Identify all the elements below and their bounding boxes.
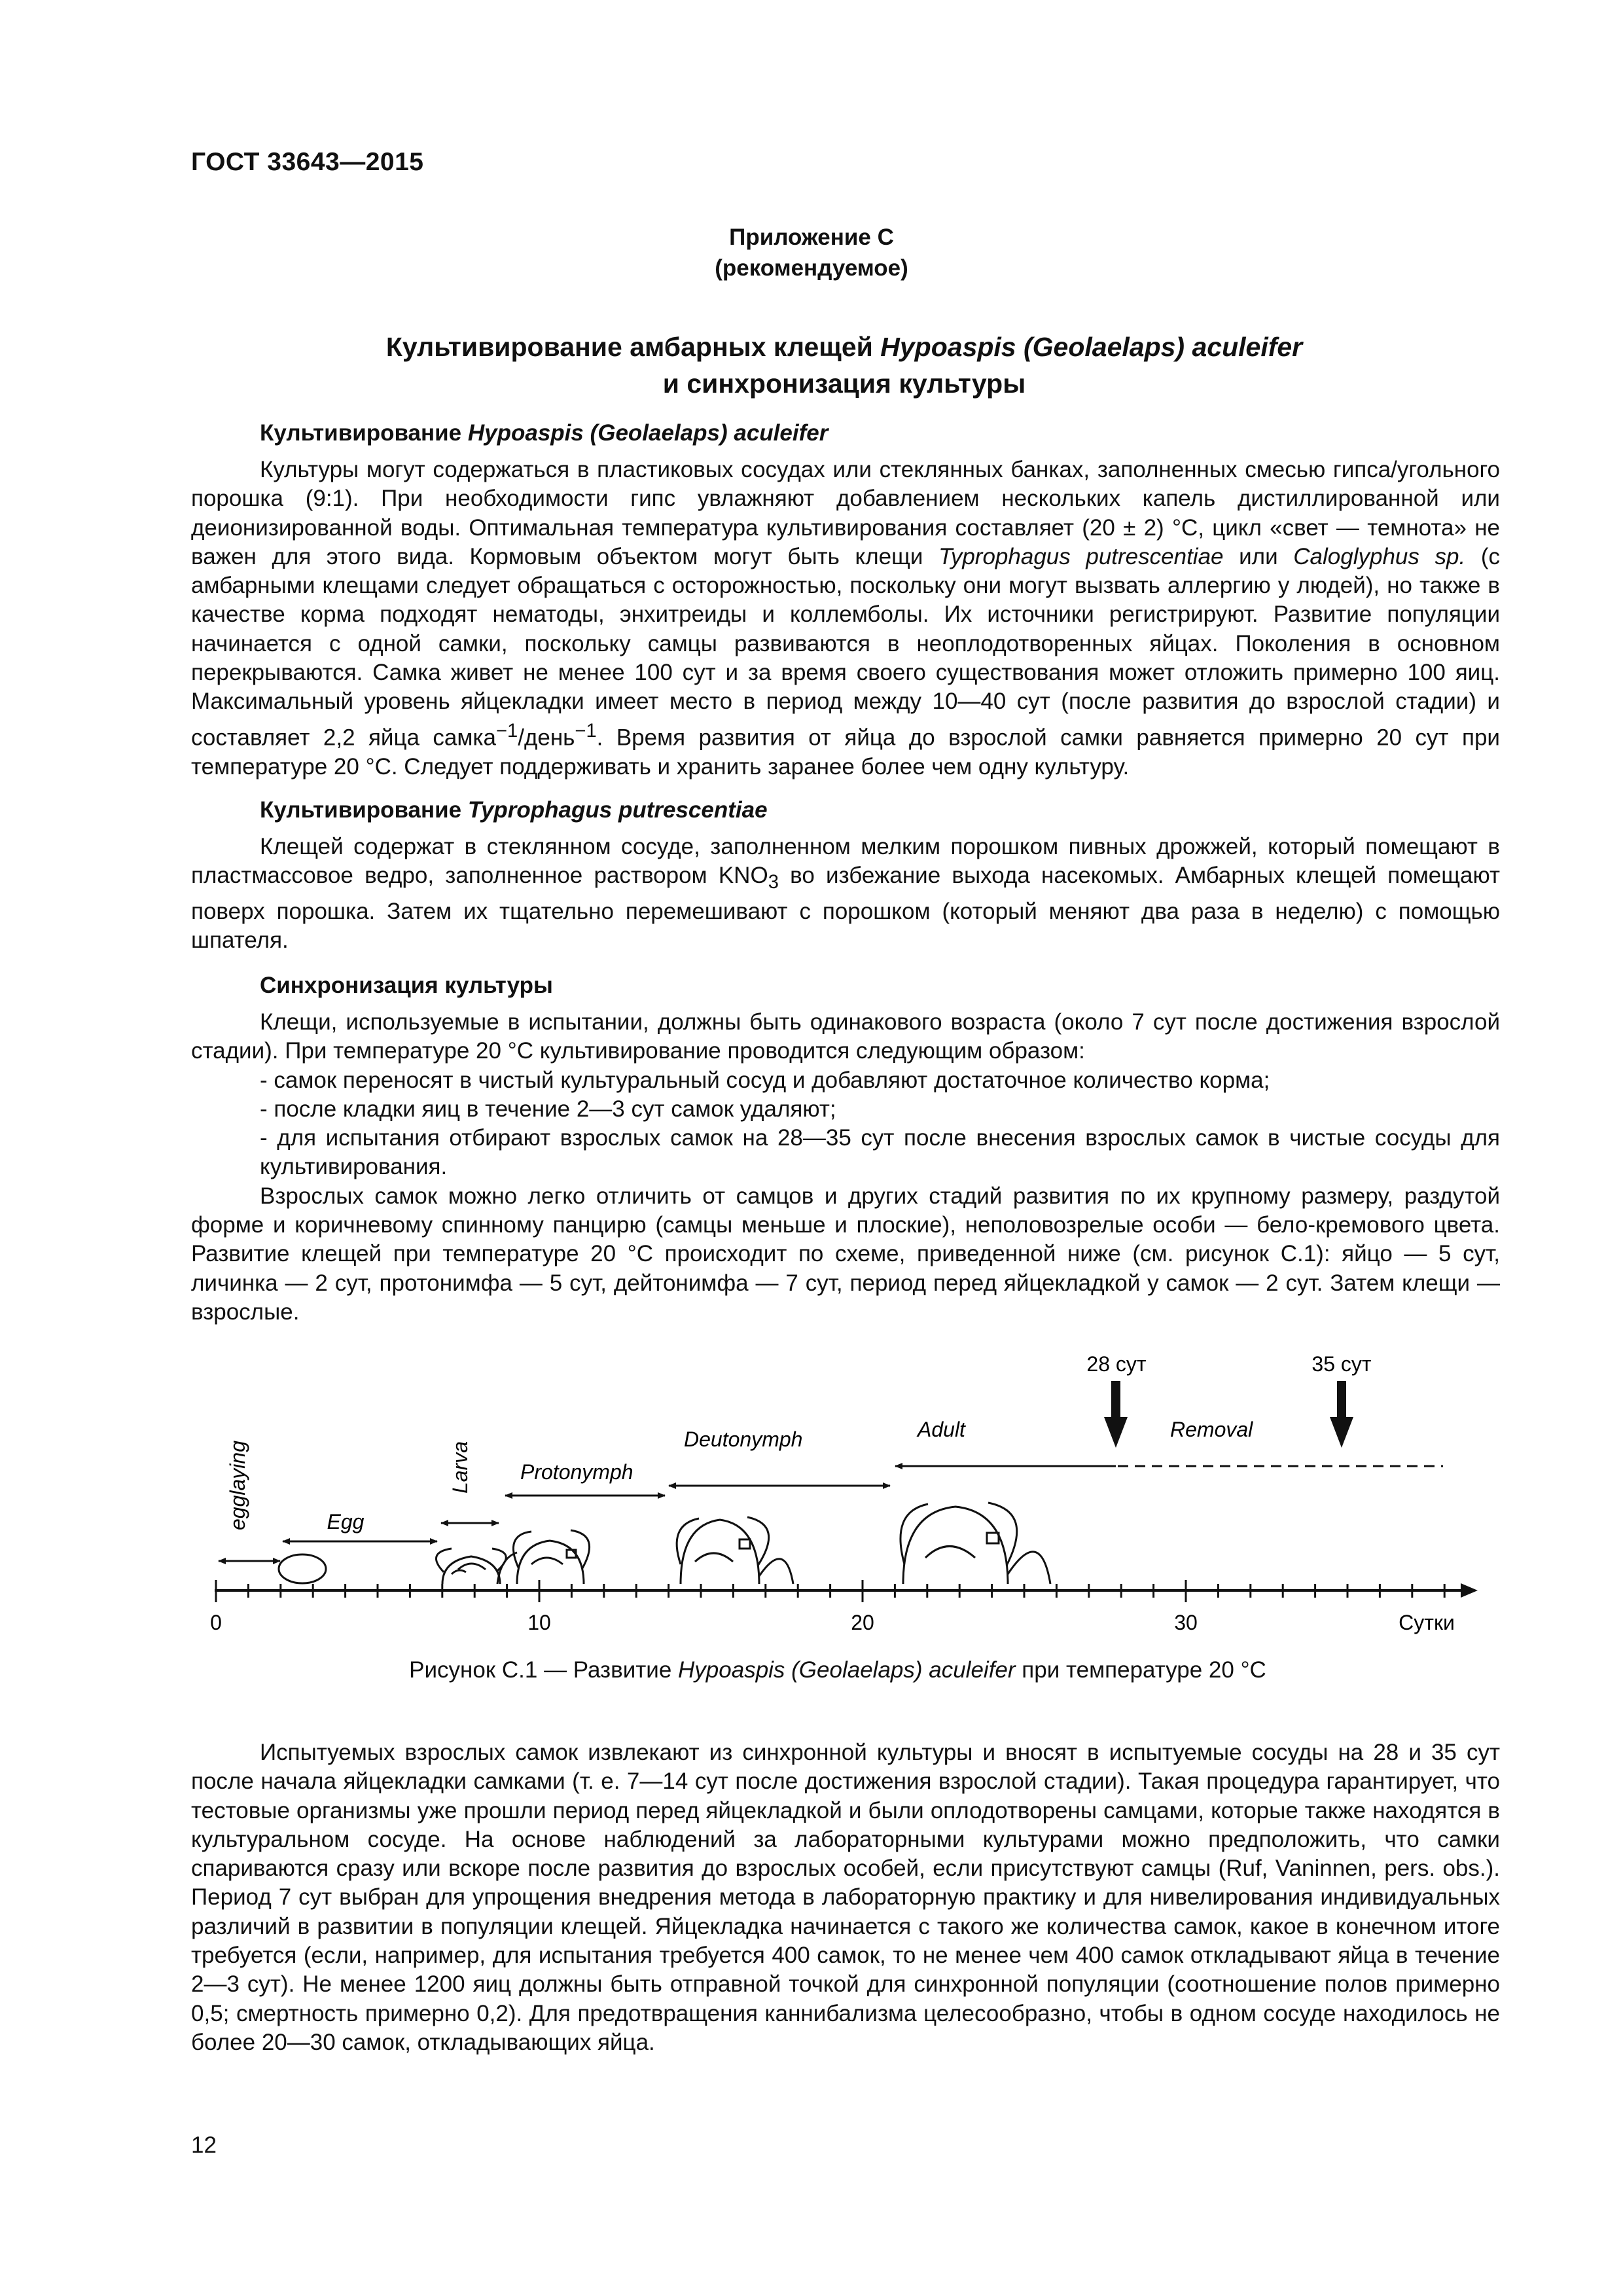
text-run: (с амбарными клещами следует обращаться с осторожностью, поскольку они могут вызвать аллергию у людей), но также в качестве корма подходят нематоды, энхитреиды и коллемболы. Их источники регистрируют. Развитие популяции начинается с одной самки, поскольку самцы развиваются в неоплодотворенных яйцах. Поколения в основном перекрываются. Самка живет не менее 100 сут и за время своего существования может отложить примерно 100 яиц. Максимальный уровень яйцекладки имеет место в период между 10—40 сут (после развития до взрослой стадии) и составляет 2,2 яйца самка [191, 543, 1500, 751]
egglaying-label: egglaying [226, 1441, 249, 1530]
heading-species: Typrophagus putrescentiae [467, 797, 768, 823]
marker-28-arrowhead [1104, 1417, 1128, 1448]
text-run: Клещи, используемые в испытании, должны быть одинакового возраста (около 7 сут после достижения взрослой стадии). При температуре 20 °С культивирование проводится следующим образом: [191, 1009, 1500, 1064]
marker-35-arrow-shaft [1337, 1381, 1346, 1419]
text-run: /день [518, 725, 575, 751]
page-title [0, 329, 1623, 365]
deutonymph-mite-icon [677, 1517, 793, 1584]
tick-label-30: 30 [1174, 1611, 1198, 1634]
protonymph-mite-icon [497, 1530, 590, 1584]
marker-35-arrowhead [1330, 1417, 1353, 1448]
marker-28-arrow-shaft [1111, 1381, 1120, 1419]
superscript: −1 [495, 720, 518, 742]
paragraph-cultivation-typrophagus [191, 833, 1500, 955]
document-number: ГОСТ 33643—2015 [191, 148, 424, 176]
figure-caption [0, 1657, 1623, 1683]
caption-species: Hypoaspis (Geolaelaps) aculeifer [678, 1657, 1016, 1683]
tick-label-0: 0 [210, 1611, 222, 1634]
heading-species: Hypoaspis (Geolaelaps) aculeifer [467, 420, 829, 446]
superscript: −1 [575, 720, 597, 742]
axis-arrowhead [1461, 1583, 1478, 1598]
caption-text: при температуре 20 °С [1015, 1657, 1266, 1683]
heading-text: Культивирование [260, 420, 468, 446]
tick-label-10: 10 [527, 1611, 551, 1634]
text-run: . Время развития от яйца до взрослой самки равняется примерно 20 сут при температуре 20 °С. Следует поддерживать и хранить заранее более чем одну культуру. [191, 725, 1500, 780]
paragraph-synchronization [191, 1008, 1500, 1327]
deutonymph-label: Deutonymph [684, 1427, 803, 1451]
text-run: Испытуемых взрослых самок извлекают из синхронной культуры и вносят в испытуемые сосуды на 28 и 35 сут после начала яйцекладки самками (т. е. 7—14 сут после достижения взрослой стадии). Такая процедура гарантирует, что тестовые организмы уже прошли период перед яйцекладкой и были оплодотворены самцами, которые также находятся в культуральном сосуде. На основе наблюдений за лабораторными культурами можно предположить, что самки спариваются сразу или вскоре после развития до взрослых особей, если присутствуют самцы (Ruf, Vaninnen, pers. obs.). Период 7 сут выбран для упрощения внедрения метода в лабораторную практику и для нивелирования индивидуальных различий в развитии в популяции клещей. Яйцекладка начинается с такого же количества самок, какое в конечном итоге требуется (если, например, для испытания требуется 400 самок, то не менее чем 400 самок откладывают яйца в течение 2—3 сут). Не менее 1200 яиц должны быть отправной точкой для синхронной популяции (соотношение полов примерно 0,5; смертность примерно 0,2). Для предотвращения каннибализма целесообразно, чтобы в одном сосуде находилось не более 20—30 самок, откладывающих яйца. [191, 1740, 1500, 2055]
removal-label: Removal [1170, 1418, 1253, 1441]
text-run: Взрослых самок можно легко отличить от самцов и других стадий развития по их крупному размеру, раздутой форме и коричневому спинному панцирю (самцы меньше и плоские), неполовозрелые особи — бело-кремового цвета. Развитие клещей при температуре 20 °С происходит по схеме, приведенной ниже (см. рисунок С.1): яйцо — 5 сут, личинка — 2 сут, протонимфа — 5 сут, дейтонимфа — 7 сут, период перед яйцекладкой у самок — 2 сут. Затем клещи — взрослые. [191, 1183, 1500, 1325]
section-heading-cultivation-hypoaspis [260, 420, 828, 446]
title-text: Культивирование амбарных клещей [385, 332, 881, 362]
list-item: - для испытания отбирают взрослых самок на 28—35 сут после внесения взрослых самок в чистые сосуды для культивирования. [260, 1125, 1500, 1180]
egg-label: Egg [327, 1510, 365, 1534]
annex-status: (рекомендуемое) [715, 255, 908, 281]
species-name: Caloglyphus sp. [1293, 543, 1466, 569]
section-heading-synchronization: Синхронизация культуры [260, 973, 553, 998]
axis-unit-label: Сутки [1399, 1611, 1455, 1634]
text-run: Клещей содержат в стеклянном сосуде, заполненном мелким порошком пивных дрожжей, который помещают в пластмассовое ведро, заполненное раствором KNO [191, 834, 1500, 889]
list-item: - после кладки яиц в течение 2—3 сут самок удаляют; [260, 1096, 836, 1122]
larva-label: Larva [448, 1441, 472, 1494]
page-title-line2: и синхронизация культуры [662, 368, 1026, 399]
page-number: 12 [191, 2132, 217, 2158]
species-name: Typrophagus putrescentiae [938, 543, 1224, 569]
text-run: Культуры могут содержаться в пластиковых сосудах или стеклянных банках, заполненных смесью гипса/угольного порошка (9:1). При необходимости гипс увлажняют добавлением нескольких капель дистиллированной или деионизированной воды. Оптимальная температура культивирования составляет (20 ± 2) °С, цикл «свет — темнота» не важен для этого вида. Кормовым объектом могут быть клещи [191, 457, 1500, 569]
adult-mite-icon [901, 1503, 1050, 1584]
text-run: во избежание выхода насекомых. Амбарных клещей помещают поверх порошка. Затем их тщательно перемешивают с порошком (который меняют два раза в неделю) с помощью шпателя. [191, 863, 1500, 953]
text-run: или [1223, 543, 1294, 569]
development-timeline-figure [0, 1335, 1623, 1643]
list-item: - самок переносят в чистый культуральный сосуд и добавляют достаточное количество корма; [260, 1067, 1270, 1093]
marker-35-label: 35 сут [1311, 1352, 1372, 1376]
adult-label: Adult [918, 1418, 965, 1441]
annex-label: Приложение С [729, 224, 894, 250]
larva-mite-icon [436, 1549, 506, 1584]
marker-28-label: 28 сут [1086, 1352, 1147, 1376]
subscript: 3 [768, 872, 779, 893]
section-heading-cultivation-typrophagus [260, 797, 768, 823]
tick-label-20: 20 [851, 1611, 874, 1634]
egg-icon [279, 1554, 326, 1583]
title-species: Hypoaspis (Geolaelaps) aculeifer [880, 332, 1303, 362]
paragraph-cultivation-hypoaspis [191, 456, 1500, 781]
heading-text: Культивирование [260, 797, 468, 823]
protonymph-label: Protonymph [520, 1460, 633, 1484]
paragraph-test-females [191, 1738, 1500, 2057]
caption-text: Рисунок С.1 — Развитие [409, 1657, 679, 1683]
